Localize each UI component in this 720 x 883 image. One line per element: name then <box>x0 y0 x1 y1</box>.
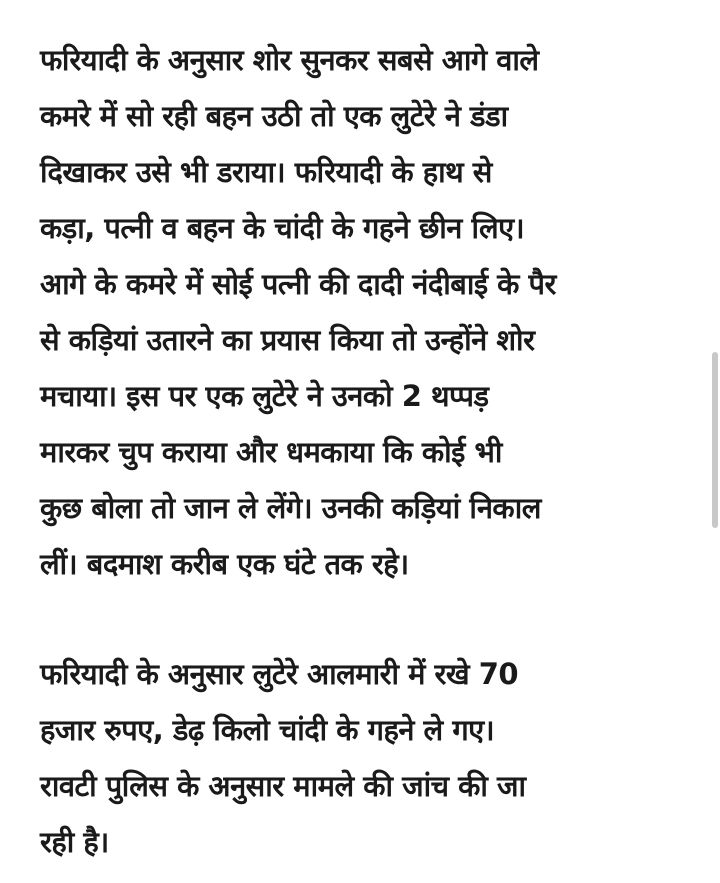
text-line: रही है। <box>40 825 109 859</box>
text-line: फरियादी के अनुसार लुटेरे आलमारी में रखे 70 <box>40 657 519 691</box>
text-line: हजार रुपए, डेढ़ किलो चांदी के गहने ले गए। <box>40 713 495 747</box>
text-line: कमरे में सो रही बहन उठी तो एक लुटेरे ने डंडा <box>40 99 508 133</box>
paragraph-2 <box>40 646 690 870</box>
text-line: मचाया। इस पर एक लुटेरे ने उनको 2 थप्पड़ <box>40 379 489 413</box>
text-line: कड़ा, पत्नी व बहन के चांदी के गहने छीन लिए। <box>40 211 525 245</box>
text-line: दिखाकर उसे भी डराया। फरियादी के हाथ से <box>40 155 492 189</box>
text-line: मारकर चुप कराया और धमकाया कि कोई भी <box>40 435 502 469</box>
text-line: आगे के कमरे में सोई पत्नी की दादी नंदीबाई के पैर <box>40 267 556 301</box>
paragraph-spacer <box>40 592 690 646</box>
text-line: रावटी पुलिस के अनुसार मामले की जांच की जा <box>40 769 526 803</box>
text-line: फरियादी के अनुसार शोर सुनकर सबसे आगे वाले <box>40 43 539 77</box>
text-line: से कड़ियां उतारने का प्रयास किया तो उन्होंने शोर <box>40 323 535 357</box>
article-body <box>40 32 690 870</box>
scrollbar-thumb[interactable] <box>712 352 718 528</box>
text-line: लीं। बदमाश करीब एक घंटे तक रहे। <box>40 547 409 581</box>
text-line: कुछ बोला तो जान ले लेंगे। उनकी कड़ियां निकाल <box>40 491 541 525</box>
paragraph-1 <box>40 32 690 592</box>
